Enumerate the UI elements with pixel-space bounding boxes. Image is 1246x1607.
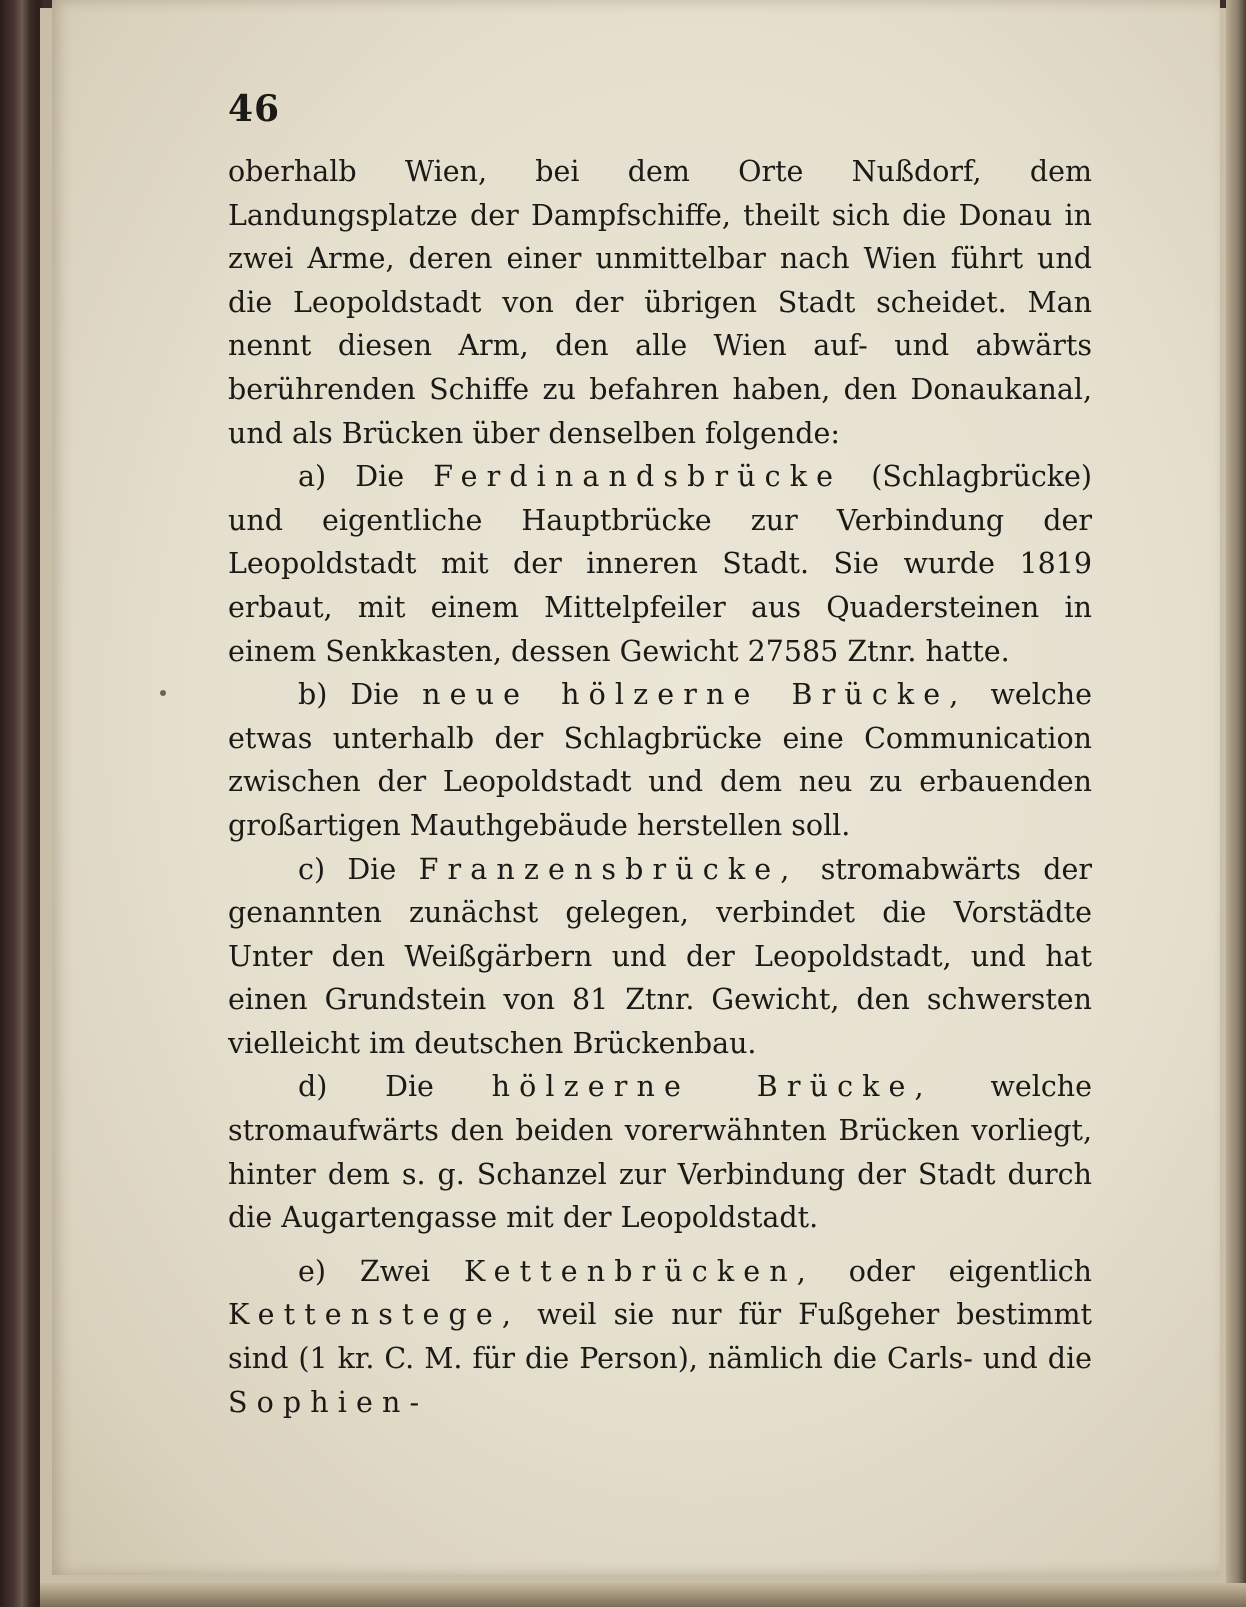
item-lead: Die	[355, 460, 405, 494]
paragraph-item-b	[228, 673, 1092, 847]
item-lead: Zwei	[359, 1254, 431, 1288]
paragraph-item-c	[228, 848, 1092, 1066]
paper-spot	[160, 690, 166, 696]
paragraph-text: oberhalb Wien, bei dem Orte Nußdorf, dem Landungsplatze der Dampfschiffe, theilt sich die Donau in zwei Arme, deren einer unmittelbar nach Wien führt und die Leopoldstadt von der übrigen Stadt scheidet. Man nennt diesen Arm, den alle Wien auf- und abwärts berührenden Schiffe zu befahren haben, den Donaukanal, und als Brücken über denselben folgende:	[228, 155, 1092, 450]
paragraph-text: oder eigentlich	[848, 1254, 1093, 1288]
paragraph-text: (Schlagbrücke) und eigentliche Hauptbrücke zur Verbindung der Leopoldstadt mit der inneren Stadt. Sie wurde 1819 erbaut, mit einem Mittelpfeiler aus Quadersteinen in einem Senkkasten, dessen Gewicht 27585 Ztnr. hatte.	[228, 460, 1093, 668]
page-number: 46	[228, 88, 281, 130]
paragraph-text: welche etwas unterhalb der Schlagbrücke eine Communication zwischen der Leopoldstadt und dem neu zu erbauenden großartigen Mauthgebäude herstellen soll.	[228, 678, 1093, 842]
item-label: e)	[298, 1254, 326, 1288]
paragraph-item-e	[228, 1250, 1092, 1424]
item-lead: Die	[347, 852, 397, 886]
item-label: b)	[298, 678, 328, 712]
paragraph-text: stromabwärts der genannten zunächst gelegen, verbindet die Vorstädte Unter den Weißgärbern und der Leopoldstadt, und hat einen Grundstein von 81 Ztnr. Gewicht, den schwersten vielleicht im deutschen Brückenbau.	[228, 852, 1092, 1060]
paragraph-item-a	[228, 455, 1092, 673]
item-bridge-name: Kettenbrücken,	[463, 1254, 815, 1288]
paragraph-text: welche stromaufwärts den beiden vorerwähnten Brücken vorliegt, hinter dem s. g. Schanzel zur Verbindung der Stadt durch die Augartengasse mit der Leopoldstadt.	[228, 1070, 1093, 1235]
paragraph-intro	[228, 150, 1092, 455]
paragraph-item-d	[228, 1065, 1092, 1239]
item-bridge-name: neue hölzerne Brücke,	[422, 678, 968, 712]
item-label: a)	[298, 460, 327, 494]
item-label: c)	[298, 852, 326, 886]
page-edge-bottom	[40, 1583, 1246, 1607]
page-text	[228, 86, 1092, 1424]
paragraph-text-2: weil sie nur für Fußgeher bestimmt sind (1 kr. C. M. für die Person), nämlich die Carls- und die	[228, 1298, 1093, 1376]
item-bridge-name: hölzerne Brücke,	[491, 1070, 933, 1104]
item-bridge-name-3: Sophien-	[228, 1385, 429, 1419]
item-bridge-name: Franzensbrücke,	[418, 852, 799, 886]
page-edge-right	[1226, 0, 1246, 1607]
item-bridge-name: Ferdinandsbrücke	[433, 460, 843, 494]
item-lead: Die	[350, 678, 400, 712]
item-label: d)	[298, 1070, 328, 1104]
item-bridge-name-2: Kettenstege,	[228, 1298, 521, 1332]
item-lead: Die	[385, 1070, 434, 1104]
